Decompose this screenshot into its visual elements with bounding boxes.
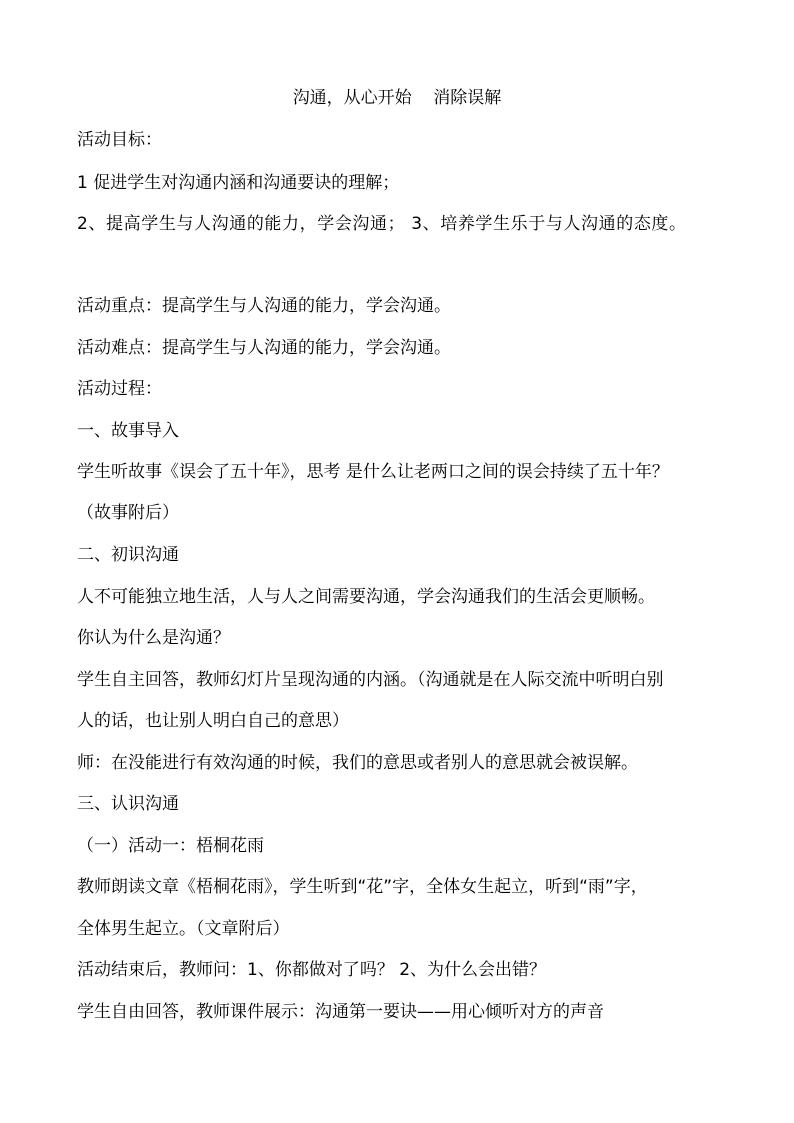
section-heading-first-know: 二、初识沟通 <box>77 545 179 565</box>
section-heading-story-intro: 一、故事导入 <box>77 421 179 441</box>
text-line-activity-desc-2: 全体男生起立。（文章附后） <box>77 919 290 939</box>
document-title: 沟通，从心开始 消除误解 <box>292 88 502 108</box>
text-line-need-communication: 人不可能独立地生活，人与人之间需要沟通，学会沟通我们的生活会更顺畅。 <box>77 587 655 607</box>
text-line-difficulty: 活动难点：提高学生与人沟通的能力，学会沟通。 <box>77 338 451 358</box>
section-heading-understand: 三、认识沟通 <box>77 794 179 814</box>
text-line-activity-desc-1: 教师朗读文章《梧桐花雨》，学生听到“花”字，全体女生起立，听到“雨”字， <box>77 877 648 897</box>
text-line-objective-1: 1 促进学生对沟通内涵和沟通要诀的理解； <box>77 173 400 193</box>
text-line-objectives-heading: 活动目标： <box>77 130 162 150</box>
text-line-key-point: 活动重点：提高学生与人沟通的能力，学会沟通。 <box>77 296 451 316</box>
text-line-objective-2-3: 2、提高学生与人沟通的能力，学会沟通； 3、培养学生乐于与人沟通的态度。 <box>77 214 687 234</box>
text-line-story-note: （故事附后） <box>77 503 179 523</box>
text-line-answer-2: 人的话，也让别人明白自己的意思） <box>77 711 349 731</box>
text-line-what-is-communication: 你认为什么是沟通？ <box>77 628 230 648</box>
text-line-answer-1: 学生自主回答，教师幻灯片呈现沟通的内涵。（沟通就是在人际交流中听明白别 <box>77 670 664 690</box>
text-line-story-question: 学生听故事《误会了五十年》，思考 是什么让老两口之间的误会持续了五十年？ <box>77 462 669 482</box>
subsection-heading-activity-1: （一）活动一：梧桐花雨 <box>77 836 264 856</box>
text-line-teacher-questions: 活动结束后，教师问：1、你都做对了吗？ 2、为什么会出错？ <box>77 960 547 980</box>
text-line-teacher: 师：在没能进行有效沟通的时候，我们的意思或者别人的意思就会被误解。 <box>77 753 638 773</box>
text-line-first-tip: 学生自由回答，教师课件展示：沟通第一要诀——用心倾听对方的声音 <box>77 1002 604 1022</box>
text-line-process-heading: 活动过程： <box>77 379 162 399</box>
